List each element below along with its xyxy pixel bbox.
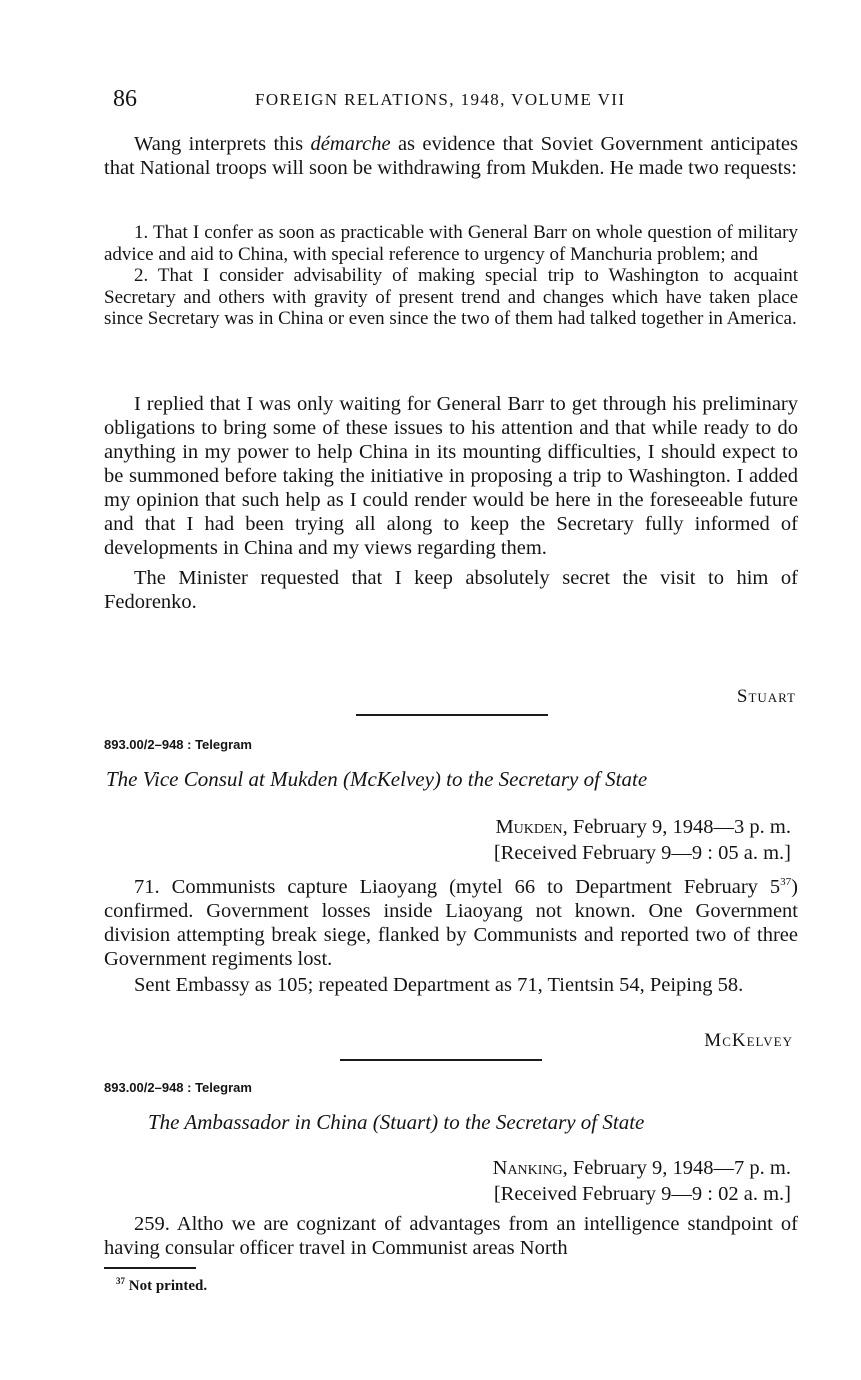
doc1-request-2: 2. That I consider advisability of making special trip to Washington to acquaint Secretary and others with gravity of present trend and changes which have taken place since Secretary was in China or even since the two of them had talked together in America. xyxy=(104,265,798,329)
demarche-term: démarche xyxy=(310,133,391,155)
running-head: FOREIGN RELATIONS, 1948, VOLUME VII xyxy=(255,90,626,109)
doc2-paragraph-2: Sent Embassy as 105; repeated Department as 71, Tientsin 54, Peiping 58. xyxy=(134,973,744,996)
footnote-37 xyxy=(116,1276,207,1295)
doc1-signature: Stuart xyxy=(736,686,796,707)
doc3-paragraph-1: 259. Altho we are cognizant of advantages from an intelligence standpoint of having consular officer travel in Communist areas North xyxy=(104,1213,798,1259)
doc2-paragraph-1: 71. Communists capture Liaoyang (mytel 66 to Department February $5^{37}$) confirmed. Government losses inside Liaoyang not known. One Government division attempting break siege, flanked by Communists and reported two of three Government regiments lost. xyxy=(104,875,798,970)
section-divider-2 xyxy=(340,1059,542,1061)
doc2-file-number: 893.00/2–948 : Telegram xyxy=(104,737,252,752)
doc2-dateline xyxy=(494,814,791,866)
doc3-dateline xyxy=(493,1155,791,1207)
doc1-paragraph-3: The Minister requested that I keep absolutely secret the visit to him of Fedorenko. xyxy=(104,567,798,613)
doc1-requests-block xyxy=(104,222,798,330)
page-header xyxy=(113,86,783,116)
footnote-text: Not printed. xyxy=(128,1278,208,1294)
doc1-intro-block xyxy=(104,132,798,180)
doc2-received: [Received February 9—9 : 05 a. m.] xyxy=(493,842,791,864)
doc1-request-1: 1. That I confer as soon as practicable with General Barr on whole question of military advice and aid to China, with special reference to urgency of Manchuria problem; and xyxy=(104,222,798,265)
doc3-received: [Received February 9—9 : 02 a. m.] xyxy=(493,1183,791,1205)
section-divider-1 xyxy=(356,714,548,716)
doc1-reply-block xyxy=(104,392,798,614)
page-number: 86 xyxy=(113,86,137,112)
doc1-paragraph-1: Wang interprets this démarche as evidence that Soviet Government anticipates that National troops will soon be withdrawing from Mukden. He made two requests: xyxy=(104,133,798,179)
doc2-signature: McKelvey xyxy=(704,1030,793,1051)
doc3-date: Nanking, February 9, 1948—7 p. m. xyxy=(492,1157,791,1179)
doc3-file-number: 893.00/2–948 : Telegram xyxy=(104,1080,252,1095)
doc2-title: The Vice Consul at Mukden (McKelvey) to the Secretary of State xyxy=(106,767,648,791)
footnote-number: 37 xyxy=(116,1276,125,1286)
doc3-title: The Ambassador in China (Stuart) to the Secretary of State xyxy=(148,1110,645,1134)
doc2-date: Mukden, February 9, 1948—3 p. m. xyxy=(495,816,791,838)
doc2-body xyxy=(104,870,798,997)
doc3-body xyxy=(104,1212,798,1260)
footnote-divider xyxy=(104,1267,196,1269)
doc1-paragraph-2: I replied that I was only waiting for General Barr to get through his preliminary obligations to bring some of these issues to his attention and that while ready to do anything in my power to help China in its mounting difficulties, I should expect to be summoned before taking the initiative in proposing a trip to Washington. I added my opinion that such help as I could render would be here in the foreseeable future and that I had been trying all along to keep the Secretary fully informed of developments in China and my views regarding them. xyxy=(104,393,798,559)
footnote-ref-37[interactable]: 37 xyxy=(780,876,792,888)
